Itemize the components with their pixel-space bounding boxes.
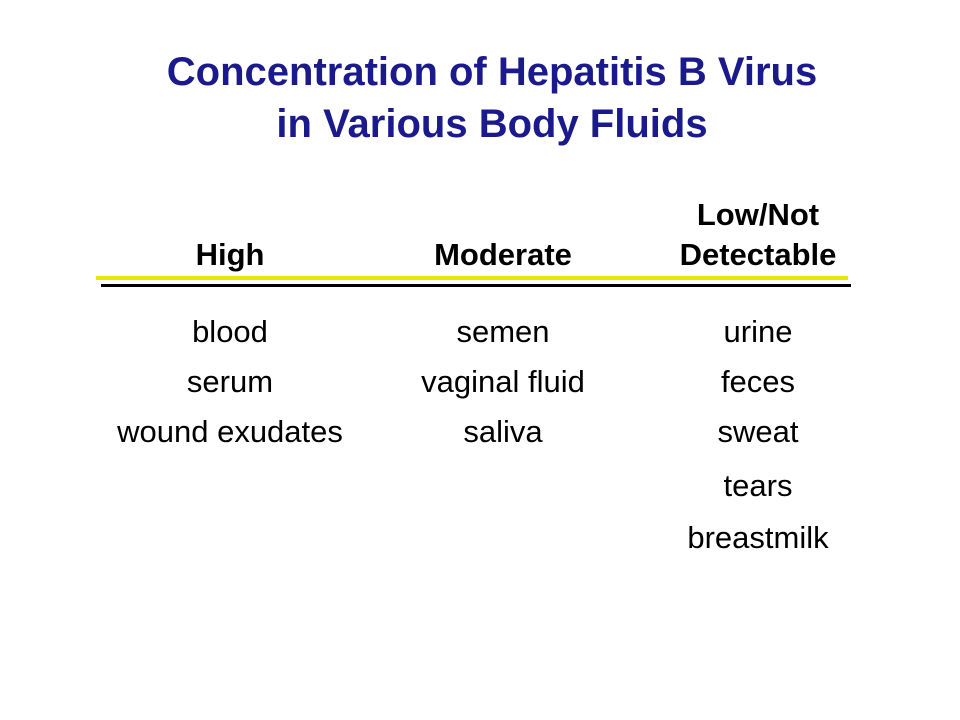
header-high: High [195, 237, 265, 272]
list-item: urine [723, 314, 793, 349]
header-low-line-1: Low/Not [696, 197, 820, 232]
list-item: breastmilk [687, 520, 829, 555]
header-divider [101, 284, 851, 287]
list-item: saliva [463, 414, 543, 449]
list-item: vaginal fluid [421, 364, 585, 399]
header-moderate: Moderate [434, 237, 572, 272]
list-item: tears [723, 468, 793, 503]
list-item: semen [456, 314, 550, 349]
list-item: serum [186, 364, 274, 399]
header-divider-accent [96, 276, 848, 280]
list-item: feces [720, 364, 796, 399]
title-line-2: in Various Body Fluids [276, 102, 708, 146]
title-line-1: Concentration of Hepatitis B Virus [166, 50, 818, 94]
slide-title [0, 46, 960, 150]
header-low-line-2: Detectable [679, 237, 837, 272]
list-item: blood [192, 314, 268, 349]
list-item: sweat [717, 414, 799, 449]
list-item: wound exudates [117, 414, 343, 449]
